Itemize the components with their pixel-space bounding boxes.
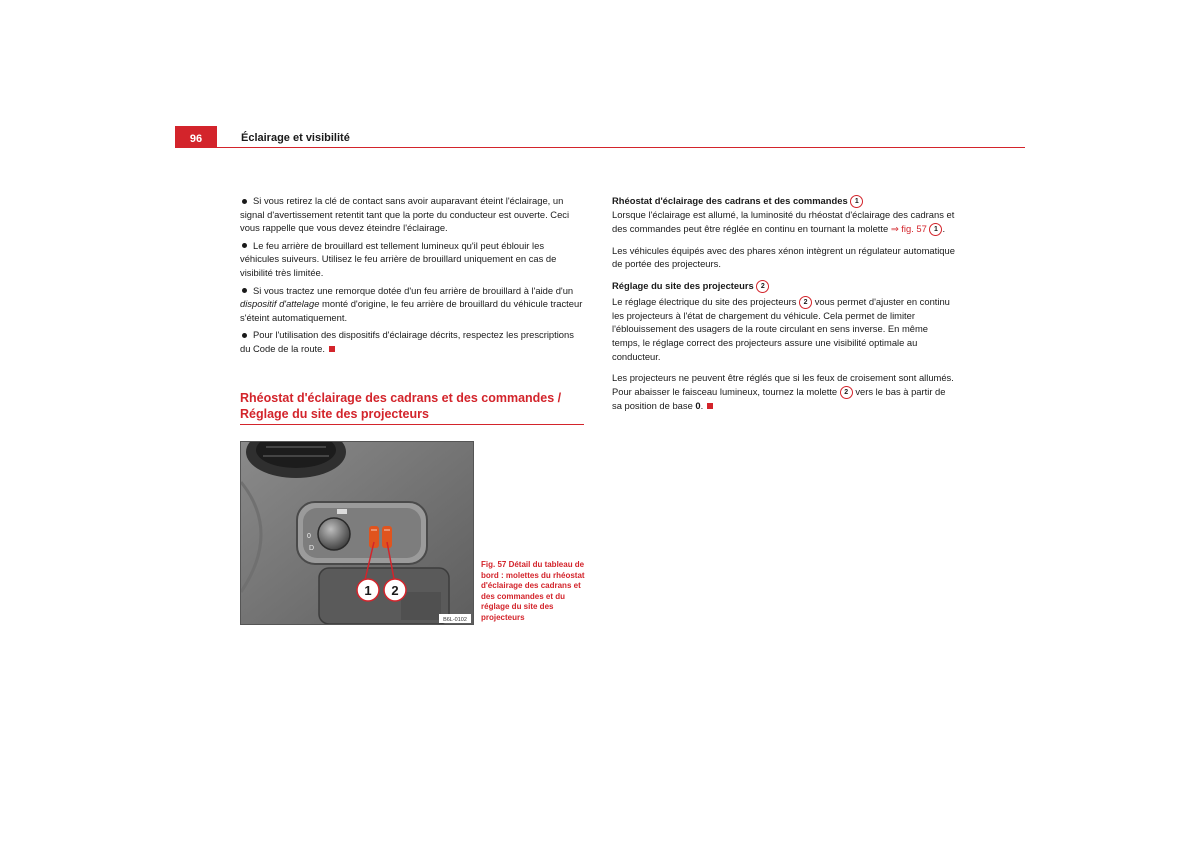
figure-caption: Fig. 57 Détail du tableau de bord : molettes du rhéostat d'éclairage des cadrans et des commandes et du réglage du site des projecteurs xyxy=(481,560,585,622)
bullet-text: Si vous tractez une remorque dotée d'un feu arrière de brouillard à l'aide d'un xyxy=(253,284,574,296)
knob-mark: 0 xyxy=(307,533,311,540)
figure-reference-link[interactable]: ⇒ fig. 57 xyxy=(890,222,927,234)
dashboard-figure xyxy=(240,441,474,625)
bullet-item xyxy=(240,284,585,325)
bullet-text-italic: dispositif d'attelage xyxy=(240,298,320,310)
dashboard-illustration xyxy=(241,442,473,624)
paragraph-text: Les projecteurs ne peuvent être réglés que si les feux de croisement sont allumés. Pour abaisser le faisceau lumineux, tournez la molette xyxy=(612,372,954,397)
end-marker xyxy=(707,403,713,409)
subheading-headlight-range xyxy=(612,279,957,293)
section-heading-line: Réglage du site des projecteurs xyxy=(240,407,429,421)
page-header xyxy=(175,126,1025,148)
callout-marker: 1 xyxy=(929,223,942,236)
header-rule xyxy=(217,147,1025,148)
page-number: 96 xyxy=(175,126,217,148)
bullet-item xyxy=(240,328,585,355)
figure-label-2: 2 xyxy=(391,583,399,598)
callout-marker: 2 xyxy=(756,280,769,293)
bullet-dot xyxy=(242,288,247,293)
bullet-text: Le feu arrière de brouillard est tellement lumineux qu'il peut éblouir les véhicules suiveurs. Utilisez le feu arrière de brouillard uniquement en cas de visibilité très limitée. xyxy=(240,239,557,278)
bullet-dot xyxy=(242,333,247,338)
paragraph-text: Lorsque l'éclairage est allumé, la luminosité du rhéostat d'éclairage des cadrans et des commandes peut être réglée en continu en tournant la molette xyxy=(612,209,955,234)
paragraph-bold: 0 xyxy=(695,399,701,411)
paragraph-text: . xyxy=(942,222,946,234)
bullet-dot xyxy=(242,243,247,248)
bullet-text: Si vous retirez la clé de contact sans avoir auparavant éteint l'éclairage, un signal d'avertissement retentit tant que la porte du conducteur est ouverte. Ceci vous rappelle que vous devez éteindre l'éclairage. xyxy=(240,195,570,234)
paragraph-text: . xyxy=(700,399,704,411)
paragraph-text: Le réglage électrique du site des projecteurs xyxy=(612,295,800,307)
subheading-text: Réglage du site des projecteurs xyxy=(612,279,754,291)
callout-marker: 1 xyxy=(850,195,863,208)
paragraph xyxy=(612,208,957,236)
right-column xyxy=(612,194,957,420)
paragraph: Les véhicules équipés avec des phares xénon intègrent un régulateur automatique de portée des projecteurs. xyxy=(612,244,955,270)
left-column xyxy=(240,194,585,360)
knob-mark: D xyxy=(309,545,315,552)
paragraph xyxy=(612,295,957,363)
bullet-dot xyxy=(242,199,247,204)
figure-code: B6L-0102 xyxy=(443,617,467,623)
bullet-text: monté d'origine, le feu arrière de brouillard du véhicule tracteur s'éteint automatiquement. xyxy=(240,298,583,323)
callout-marker: 2 xyxy=(840,386,853,399)
paragraph-text: vous permet d'ajuster en continu les projecteurs à l'état de chargement du véhicule. Cela permet de limiter l'éblouissement des usagers de la route circulant en sens inverse. En même temps, le réglage correct des projecteurs assure une visibilité optimale au conducteur. xyxy=(612,295,950,362)
section-heading-line: Rhéostat d'éclairage des cadrans et des commandes / xyxy=(240,391,562,405)
bullet-item xyxy=(240,239,585,280)
bullet-text: Pour l'utilisation des dispositifs d'éclairage décrits, respectez les prescriptions du Code de la route. xyxy=(240,329,574,354)
callout-marker: 2 xyxy=(799,296,812,309)
bullet-item xyxy=(240,194,585,235)
chapter-title: Éclairage et visibilité xyxy=(241,132,350,144)
paragraph xyxy=(612,371,957,412)
section-heading xyxy=(240,390,584,425)
paragraph-text: vers le bas à partir de sa position de base xyxy=(612,385,946,411)
end-marker xyxy=(329,346,335,352)
figure-label-1: 1 xyxy=(364,583,372,598)
subheading-rheostat xyxy=(612,194,957,208)
subheading-text: Rhéostat d'éclairage des cadrans et des commandes xyxy=(612,195,848,206)
